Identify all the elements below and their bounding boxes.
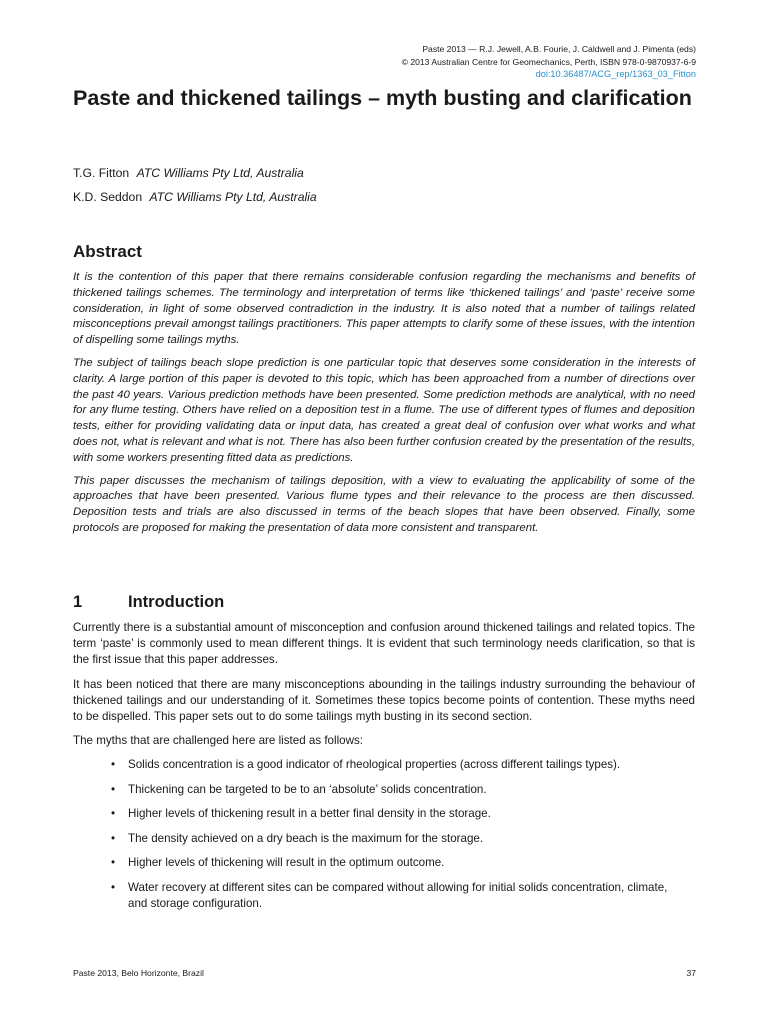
list-item [73, 831, 668, 847]
abstract-paragraph: The subject of tailings beach slope prediction is one particular topic that deserves some consideration in the interests of clarity. A large portion of this paper is devoted to this topic, which has been approached from a number of directions over the past 40 years. Various prediction methods have been presented. Some prediction methods are analytical, with no need for any flume testing. Others have relied on a deposition test in a flume. The use of different types of flumes and deposition tests, either for providing validating data or input data, has created a great deal of confusion over what works and what does not, what is relevant and what is not. There has also been further confusion created by the presentation of the results, with some workers presenting fitted data as predictions. [73, 356, 695, 464]
list-item [73, 880, 668, 912]
intro-paragraph: Currently there is a substantial amount of misconception and confusion around thickened tailings and related topics. The term ‘paste’ is commonly used to mean different things. It is evident that such terminology needs clarification, so that is the first issue that this paper addresses. [73, 621, 695, 667]
abstract-paragraph: It is the contention of this paper that there remains considerable confusion regarding the mechanisms and benefits of thickened tailings schemes. The terminology and interpretation of terms like ‘thickened tailings’ and ‘paste’ receive some consideration, in light of some observed contradiction in the industry. It is also noted that a number of tailings related misconceptions prevail amongst tailings practitioners. This paper attempts to clarify some of these issues, with the intention of dispelling some tailings myths. [73, 271, 695, 347]
list-item-text: Solids concentration is a good indicator of rheological properties (across different tailings types). [128, 758, 621, 772]
author-2 [73, 189, 317, 205]
author-affiliation: ATC Williams Pty Ltd, Australia [149, 190, 317, 204]
header-editors: Paste 2013 — R.J. Jewell, A.B. Fourie, J. Caldwell and J. Pimenta (eds) [422, 44, 696, 54]
list-item-text: Higher levels of thickening result in a better final density in the storage. [128, 807, 491, 821]
intro-paragraph: It has been noticed that there are many misconceptions abounding in the tailings industry surrounding the behaviour of thickened tailings and our understanding of it. Sometimes these topics become points of contention. These myths need to be dispelled. This paper sets out to do some tailings myth busting in its second section. [73, 677, 695, 724]
list-item-text: Thickening can be targeted to be to an ‘absolute’ solids concentration. [128, 782, 487, 796]
bullet-icon: • [111, 856, 116, 870]
bullet-icon: • [111, 880, 116, 894]
abstract-heading: Abstract [73, 242, 142, 261]
list-item [73, 806, 668, 822]
section-number: 1 [73, 593, 83, 611]
introduction-heading [73, 593, 224, 612]
header-copyright: © 2013 Australian Centre for Geomechanics, Perth, ISBN 978-0-9870937-6-9 [401, 56, 696, 67]
abstract-body [73, 270, 695, 544]
list-item-text: The density achieved on a dry beach is the maximum for the storage. [128, 831, 484, 845]
footer-conference: Paste 2013, Belo Horizonte, Brazil [73, 968, 204, 978]
bullet-icon: • [111, 758, 116, 772]
author-affiliation: ATC Williams Pty Ltd, Australia [136, 166, 304, 180]
introduction-body [73, 620, 695, 921]
bullet-icon: • [111, 782, 116, 796]
publication-header [402, 43, 696, 81]
doi-link[interactable]: doi:10.36487/ACG_rep/1363_03_Fitton [535, 69, 696, 79]
page-number: 37 [686, 968, 696, 978]
paper-title: Paste and thickened tailings – myth busting and clarification [73, 86, 692, 110]
myths-list [73, 757, 695, 912]
author-name: T.G. Fitton [73, 166, 130, 180]
bullet-icon: • [111, 831, 116, 845]
author-name: K.D. Seddon [73, 190, 143, 204]
list-item-text: Higher levels of thickening will result in the optimum outcome. [128, 856, 445, 870]
list-item [73, 757, 668, 773]
intro-paragraph: The myths that are challenged here are listed as follows: [73, 734, 363, 748]
abstract-paragraph: This paper discusses the mechanism of tailings deposition, with a view to evaluating the applicability of some of the approaches that have been presented. Various flume types and their relevance to the process are then discussed. Deposition tests and trials are also discussed in terms of the beach slopes that have been observed. Finally, some protocols are proposed for making the presentation of data more consistent and transparent. [73, 474, 695, 534]
author-1 [73, 165, 304, 181]
bullet-icon: • [111, 807, 116, 821]
section-title: Introduction [128, 593, 225, 611]
list-item [73, 855, 668, 871]
list-item [73, 782, 668, 798]
list-item-text: Water recovery at different sites can be compared without allowing for initial solids concentration, climate, and storage configuration. [128, 880, 668, 911]
